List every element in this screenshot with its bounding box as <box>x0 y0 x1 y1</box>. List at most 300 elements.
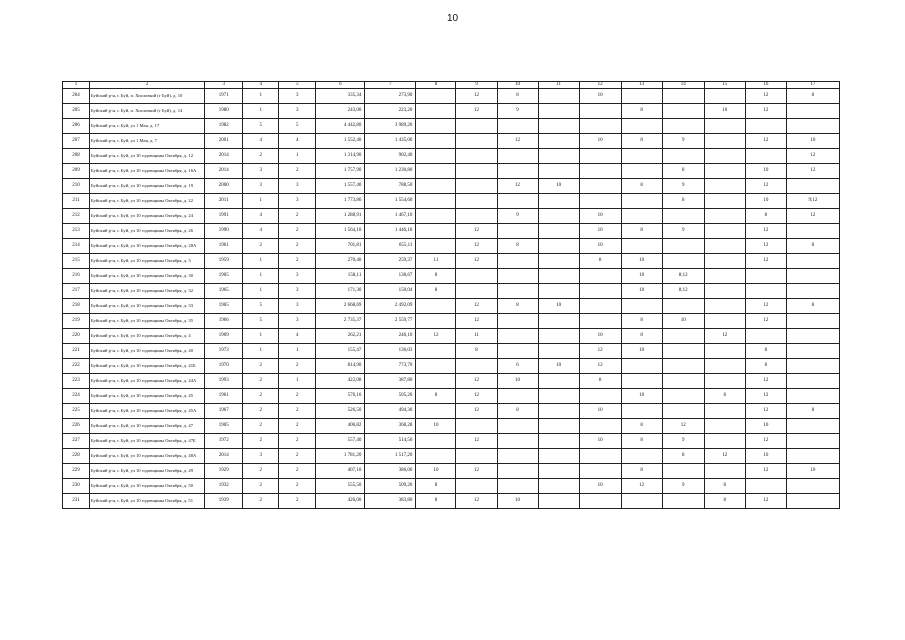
address-cell: Буйский р-н, г. Буй, ул 10 годовщины Октября, д. 45 <box>90 389 205 404</box>
column-header: 11 <box>538 82 579 89</box>
table-cell: 12 <box>456 374 497 389</box>
table-cell: 1 757,90 <box>316 164 365 179</box>
table-cell: 12 <box>456 104 497 119</box>
table-cell: 12 <box>456 254 497 269</box>
table-cell: 8 <box>621 134 662 149</box>
table-cell <box>416 314 456 329</box>
column-header: 2 <box>90 82 205 89</box>
column-header: 5 <box>279 82 316 89</box>
table-cell <box>662 254 704 269</box>
table-cell: 8 <box>621 224 662 239</box>
table-row <box>63 239 840 254</box>
table-cell: 9 <box>662 434 704 449</box>
table-cell: 262,21 <box>316 329 365 344</box>
table-cell <box>704 89 745 104</box>
table-cell <box>538 284 579 299</box>
table-cell: 1932 <box>205 479 243 494</box>
table-cell: 9 <box>662 479 704 494</box>
table-cell <box>621 449 662 464</box>
table-cell <box>416 149 456 164</box>
address-cell: Буйский р-н, г. Буй, ул 10 годовщины Октября, д. 47Б <box>90 434 205 449</box>
table-row <box>63 194 840 209</box>
address-cell: Буйский р-н, г. Буй, ул 10 годовщины Октября, д. 41Б <box>90 359 205 374</box>
column-header: 16 <box>745 82 786 89</box>
table-cell: 8 <box>621 434 662 449</box>
table-cell <box>662 119 704 134</box>
table-cell <box>497 194 538 209</box>
table-cell <box>497 434 538 449</box>
table-cell: 788,50 <box>365 179 416 194</box>
table-cell <box>416 359 456 374</box>
address-cell: Буйский р-н, г. Буй, ул 10 годовщины Октября, д. 35 <box>90 314 205 329</box>
table-cell: 1 <box>243 194 279 209</box>
table-cell: 270,40 <box>316 254 365 269</box>
table-cell: 8 <box>497 89 538 104</box>
table-cell: 773,70 <box>365 359 416 374</box>
table-cell: 2 <box>279 239 316 254</box>
table-cell: 8 <box>416 494 456 509</box>
table-cell <box>416 194 456 209</box>
table-cell: 2 <box>279 449 316 464</box>
table-cell <box>456 164 497 179</box>
table-cell: 12 <box>786 164 839 179</box>
table-cell: 2 <box>279 479 316 494</box>
table-cell: 2011 <box>205 194 243 209</box>
table-cell <box>621 119 662 134</box>
table-row <box>63 329 840 344</box>
table-cell: 12 <box>704 449 745 464</box>
table-cell: 1 564,10 <box>316 224 365 239</box>
table-cell: 1 <box>243 254 279 269</box>
table-cell <box>456 359 497 374</box>
table-cell <box>704 419 745 434</box>
table-cell: 4 <box>279 329 316 344</box>
table-cell: 217 <box>63 284 90 299</box>
column-header: 1 <box>63 82 90 89</box>
table-cell <box>538 419 579 434</box>
table-cell: 223,20 <box>365 104 416 119</box>
table-cell: 10 <box>621 269 662 284</box>
table-cell: 12 <box>745 89 786 104</box>
table-cell <box>621 359 662 374</box>
table-cell: 8 <box>662 164 704 179</box>
table-cell: 1 <box>279 149 316 164</box>
table-cell <box>579 314 621 329</box>
table-row <box>63 269 840 284</box>
column-header: 4 <box>243 82 279 89</box>
table-cell <box>497 224 538 239</box>
table-cell: 1961 <box>205 239 243 254</box>
table-cell: 12 <box>745 134 786 149</box>
table-cell: 1 781,20 <box>316 449 365 464</box>
table-cell <box>538 494 579 509</box>
table-cell: 5 <box>243 299 279 314</box>
address-cell: Буйский р-н, г. Буй, ул 10 годовщины Октября, д. 51 <box>90 494 205 509</box>
table-cell <box>579 104 621 119</box>
table-cell <box>745 149 786 164</box>
table-cell: 2 <box>279 209 316 224</box>
table-cell <box>538 119 579 134</box>
address-cell: Буйский р-н, г. Буй, ул 10 годовщины Октября, д. 22 <box>90 194 205 209</box>
table-cell: 12 <box>621 479 662 494</box>
table-cell <box>621 299 662 314</box>
table-cell <box>704 164 745 179</box>
table-cell: 3 <box>243 449 279 464</box>
table-cell: 1966 <box>205 314 243 329</box>
table-row <box>63 479 840 494</box>
table-cell: 814,90 <box>316 359 365 374</box>
table-cell: 12 <box>456 239 497 254</box>
table-cell <box>662 104 704 119</box>
table-cell: 514,50 <box>365 434 416 449</box>
table-cell <box>704 359 745 374</box>
table-row <box>63 89 840 104</box>
table-cell: 1 288,91 <box>316 209 365 224</box>
table-cell: 3 <box>279 179 316 194</box>
table-cell <box>416 374 456 389</box>
table-cell: 10 <box>621 344 662 359</box>
table-cell: 2 <box>243 149 279 164</box>
table-cell <box>497 479 538 494</box>
table-cell: 1971 <box>205 89 243 104</box>
table-cell: 383,80 <box>365 494 416 509</box>
table-cell: 8 <box>621 419 662 434</box>
table-cell: 1 446,10 <box>365 224 416 239</box>
address-cell: Буйский р-н, г. Буй, ул 10 годовщины Октября, д. 3 <box>90 254 205 269</box>
table-cell: 231 <box>63 494 90 509</box>
table-cell: 212 <box>63 209 90 224</box>
table-cell: 2 <box>279 254 316 269</box>
table-cell: 12 <box>745 104 786 119</box>
table-cell <box>662 374 704 389</box>
table-cell <box>538 449 579 464</box>
table-cell: 2 <box>279 404 316 419</box>
table-cell <box>416 224 456 239</box>
table-cell: 12 <box>662 419 704 434</box>
address-cell: Буйский р-н, г. Буй, ул 10 годовщины Октября, д. 19 <box>90 179 205 194</box>
table-cell: 8 <box>662 194 704 209</box>
table-cell <box>786 179 839 194</box>
table-cell <box>662 389 704 404</box>
table-cell: 215 <box>63 254 90 269</box>
table-cell <box>497 344 538 359</box>
table-cell: 9 <box>497 209 538 224</box>
table-cell: 6 <box>497 359 538 374</box>
table-cell: 12 <box>704 329 745 344</box>
table-cell <box>456 269 497 284</box>
table-cell <box>662 329 704 344</box>
table-cell: 8;12 <box>662 284 704 299</box>
table-cell: 8 <box>745 209 786 224</box>
table-cell <box>579 194 621 209</box>
table-cell <box>416 179 456 194</box>
table-cell: 8 <box>786 239 839 254</box>
table-cell: 221 <box>63 344 90 359</box>
address-cell: Буйский р-н, г. Буй, ул 1 Мая, д. 7 <box>90 134 205 149</box>
table-cell <box>745 119 786 134</box>
table-cell <box>497 269 538 284</box>
table-cell <box>704 209 745 224</box>
table-cell: 12 <box>416 329 456 344</box>
table-cell: 1 435,00 <box>365 134 416 149</box>
table-cell: 2 <box>243 389 279 404</box>
table-cell: 2000 <box>205 179 243 194</box>
table-cell: 8 <box>662 449 704 464</box>
table-cell: 426,00 <box>316 494 365 509</box>
table-cell <box>621 89 662 104</box>
table-cell: 8 <box>621 464 662 479</box>
table-cell: 387,80 <box>365 374 416 389</box>
table-cell: 2 <box>243 419 279 434</box>
table-cell: 246,10 <box>365 329 416 344</box>
table-cell: 8 <box>416 284 456 299</box>
table-cell <box>538 389 579 404</box>
table-cell <box>538 134 579 149</box>
table-cell <box>704 119 745 134</box>
address-cell: Буйский р-н, г. Буй, ул 10 годовщины Октября, д. 47 <box>90 419 205 434</box>
page-number: 10 <box>446 13 459 24</box>
table-cell: 10 <box>579 329 621 344</box>
table-cell: 214 <box>63 239 90 254</box>
table-cell: 12 <box>745 299 786 314</box>
table-cell: 10 <box>621 284 662 299</box>
table-cell: 3 <box>279 104 316 119</box>
table-cell <box>662 89 704 104</box>
table-cell: 406,82 <box>316 419 365 434</box>
table-cell: 4 <box>243 224 279 239</box>
table-cell: 10 <box>538 359 579 374</box>
table-cell <box>704 269 745 284</box>
table-cell: 216 <box>63 269 90 284</box>
table-cell <box>497 449 538 464</box>
address-cell: Буйский р-н, г. Буй, ул 10 годовщины Октября, д. 16А <box>90 164 205 179</box>
table-cell: 557,40 <box>316 434 365 449</box>
table-cell: 5 <box>243 119 279 134</box>
table-cell: 1 <box>243 89 279 104</box>
table-cell: 3 989,20 <box>365 119 416 134</box>
column-header: 7 <box>365 82 416 89</box>
table-cell <box>662 359 704 374</box>
table-cell: 219 <box>63 314 90 329</box>
table-cell <box>416 209 456 224</box>
table-cell: 2 <box>279 464 316 479</box>
table-cell: 2014 <box>205 149 243 164</box>
table-cell <box>456 179 497 194</box>
table-cell: 1991 <box>205 209 243 224</box>
table-cell: 2014 <box>205 164 243 179</box>
table-cell: 5 <box>243 314 279 329</box>
table-cell: 8 <box>621 314 662 329</box>
table-cell <box>497 149 538 164</box>
table-cell: 8 <box>704 389 745 404</box>
address-cell: Буйский р-н, г. Буй, п. Хохловкой (г Буй), д. 10 <box>90 89 205 104</box>
table-cell: 226 <box>63 419 90 434</box>
table-cell: 3 <box>243 164 279 179</box>
table-cell: 10 <box>621 389 662 404</box>
table-cell: 229 <box>63 464 90 479</box>
table-cell <box>497 314 538 329</box>
table-row <box>63 104 840 119</box>
table-cell <box>538 464 579 479</box>
table-cell <box>538 254 579 269</box>
table-cell <box>579 284 621 299</box>
table-cell <box>538 209 579 224</box>
table-cell: 1980 <box>205 104 243 119</box>
table-cell <box>786 449 839 464</box>
table-cell <box>621 194 662 209</box>
table-cell <box>786 434 839 449</box>
table-cell <box>621 149 662 164</box>
table-row <box>63 209 840 224</box>
table-cell <box>704 344 745 359</box>
table-cell <box>579 494 621 509</box>
table-cell: 2 <box>243 404 279 419</box>
table-cell: 204 <box>63 89 90 104</box>
table-cell: 1939 <box>205 494 243 509</box>
table-cell <box>538 374 579 389</box>
address-cell: Буйский р-н, г. Буй, ул 10 годовщины Октября, д. 50 <box>90 479 205 494</box>
table-cell <box>704 194 745 209</box>
table-cell <box>416 344 456 359</box>
address-cell: Буйский р-н, г. Буй, ул 10 годовщины Октября, д. 48А <box>90 449 205 464</box>
table-cell <box>416 449 456 464</box>
table-cell: 3 <box>279 194 316 209</box>
table-cell: 701,81 <box>316 239 365 254</box>
table-cell: 386,00 <box>365 464 416 479</box>
table-cell <box>704 239 745 254</box>
table-row <box>63 164 840 179</box>
table-cell <box>579 389 621 404</box>
table-cell: 10 <box>579 224 621 239</box>
table-cell <box>456 134 497 149</box>
table-cell: 1 <box>279 344 316 359</box>
table-cell: 8 <box>497 239 538 254</box>
table-cell: 206 <box>63 119 90 134</box>
address-cell: Буйский р-н, г. Буй, ул 10 годовщины Октября, д. 40 <box>90 344 205 359</box>
table-cell: 8 <box>621 104 662 119</box>
table-cell: 2 735,37 <box>316 314 365 329</box>
table-cell: 12 <box>579 359 621 374</box>
table-cell: 3 <box>279 284 316 299</box>
table-cell <box>786 374 839 389</box>
column-header: 3 <box>205 82 243 89</box>
table-cell <box>456 284 497 299</box>
table-cell <box>538 239 579 254</box>
table-cell: 1972 <box>205 434 243 449</box>
table-cell <box>662 299 704 314</box>
table-cell: 2014 <box>205 449 243 464</box>
table-cell: 3 <box>279 314 316 329</box>
table-cell: 8 <box>579 254 621 269</box>
table-cell: 1 314,90 <box>316 149 365 164</box>
table-cell <box>538 149 579 164</box>
table-cell: 3 <box>279 299 316 314</box>
table-cell: 407,10 <box>316 464 365 479</box>
table-cell <box>579 419 621 434</box>
table-cell: 10 <box>579 209 621 224</box>
table-cell: 10 <box>745 449 786 464</box>
table-row <box>63 299 840 314</box>
table-cell: 10 <box>621 254 662 269</box>
column-header: 6 <box>316 82 365 89</box>
table-cell: 1 <box>279 374 316 389</box>
table-cell: 273,90 <box>365 89 416 104</box>
table-cell: 209 <box>63 164 90 179</box>
table-cell: 1993 <box>205 374 243 389</box>
table-row <box>63 389 840 404</box>
table-cell: 9;12 <box>786 194 839 209</box>
table-cell <box>704 224 745 239</box>
housing-table <box>62 81 840 509</box>
table-cell <box>497 284 538 299</box>
table-cell: 2 492,09 <box>365 299 416 314</box>
table-cell: 1965 <box>205 299 243 314</box>
table-row <box>63 179 840 194</box>
table-cell: 1959 <box>205 254 243 269</box>
table-cell: 2 <box>279 164 316 179</box>
table-cell: 12 <box>745 179 786 194</box>
table-cell <box>497 464 538 479</box>
table-cell: 228 <box>63 449 90 464</box>
table-cell <box>538 194 579 209</box>
address-cell: Буйский р-н, г. Буй, ул 10 годовщины Октября, д. 24 <box>90 209 205 224</box>
table-cell <box>786 359 839 374</box>
table-cell: 8 <box>786 299 839 314</box>
table-cell <box>786 479 839 494</box>
table-cell <box>704 284 745 299</box>
table-cell: 2 <box>279 434 316 449</box>
table-cell: 10 <box>416 464 456 479</box>
table-cell: 10 <box>745 419 786 434</box>
table-cell: 1 467,10 <box>365 209 416 224</box>
address-cell: Буйский р-н, г. Буй, ул 10 годовщины Октября, д. 12 <box>90 149 205 164</box>
table-cell: 11 <box>416 254 456 269</box>
table-cell: 12 <box>745 404 786 419</box>
table-cell: 8 <box>745 359 786 374</box>
table-cell: 12 <box>786 209 839 224</box>
table-cell: 3 <box>243 179 279 194</box>
table-cell: 2 <box>243 434 279 449</box>
table-cell <box>538 329 579 344</box>
table-cell: 4 442,80 <box>316 119 365 134</box>
table-cell <box>497 254 538 269</box>
table-cell <box>416 89 456 104</box>
column-header: 17 <box>786 82 839 89</box>
table-cell: 211 <box>63 194 90 209</box>
table-cell <box>704 374 745 389</box>
table-cell: 8 <box>704 494 745 509</box>
table-cell <box>538 479 579 494</box>
table-cell: 12 <box>456 434 497 449</box>
table-cell: 8;12 <box>662 269 704 284</box>
table-row <box>63 449 840 464</box>
table-cell: 2 <box>243 374 279 389</box>
table-cell: 158,11 <box>316 269 365 284</box>
table-cell: 422,08 <box>316 374 365 389</box>
table-cell <box>456 194 497 209</box>
table-cell <box>579 464 621 479</box>
table-cell: 1 554,60 <box>365 194 416 209</box>
table-cell: 12 <box>456 314 497 329</box>
table-cell <box>456 119 497 134</box>
table-cell <box>745 284 786 299</box>
table-row <box>63 119 840 134</box>
table-cell: 1929 <box>205 464 243 479</box>
table-cell: 8 <box>416 269 456 284</box>
table-cell: 1 <box>243 329 279 344</box>
table-cell: 10 <box>416 419 456 434</box>
table-cell: 655,11 <box>365 239 416 254</box>
